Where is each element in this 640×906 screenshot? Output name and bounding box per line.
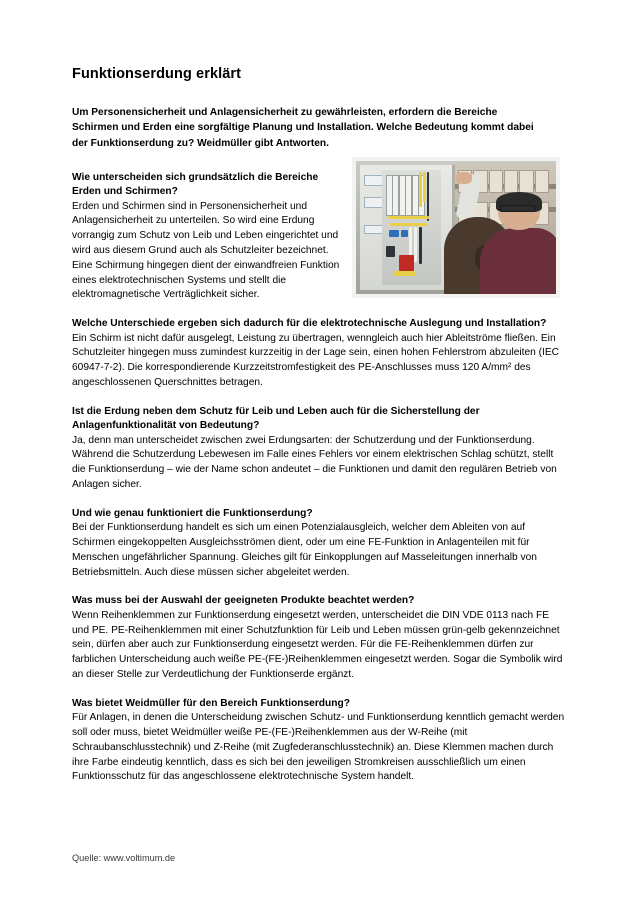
- photo-technician-hand: [456, 172, 472, 184]
- qa-question: Ist die Erdung neben dem Schutz für Leib und Leben auch für die Sicherstellung der Anlagenfunktionalität von Bedeutung?: [72, 405, 480, 432]
- qa-answer: Wenn Reihenklemmen zur Funktionserdung eingesetzt werden, unterscheidet die DIN VDE 0113 nach FE und PE. PE-Reihenklemmen mit einer Schutzfunktion für Leib und Leben müssen grün-gelb gekennzeichnet sein, dürfen aber auch zur Funktionserdung eingesetzt werden. Für die FE-Reihenklemmen dürfen zur farblichen Unterscheidung auch weiße PE-(FE-)Reihenklemmen eingesetzt werden. Sogar die Symbolik wird an dieser Stelle zur Verdeutlichung der Funktionserde ergänzt.: [72, 609, 563, 681]
- qa-block: [72, 405, 568, 493]
- qa-question: Was bietet Weidmüller für den Bereich Funktionserdung?: [72, 697, 350, 709]
- photo-terminal-panel: [382, 170, 441, 285]
- page-title: Funktionserdung erklärt: [72, 66, 242, 82]
- qa-block: [72, 171, 347, 303]
- qa-question: Welche Unterschiede ergeben sich dadurch für die elektrotechnische Auslegung und Installation?: [72, 318, 547, 330]
- qa-block: [72, 594, 568, 682]
- cabinet-photo: [356, 161, 556, 294]
- qa-block: [72, 317, 568, 391]
- qa-answer: Für Anlagen, in denen die Unterscheidung zwischen Schutz- und Funktionserdung kenntlich gemacht werden soll oder muss, bietet Weidmüller weiße PE-(FE-)Reihenklemmen aus der W-Reihe (mit Schraubanschlusstechnik) und Z-Reihe (mit Zugfederanschlusstechnik) an. Diese Klemmen machen durch ihre Farbe eindeutig kenntlich, dass es sich bei den jeweiligen Stromkreisen ausschließlich um einen Funktionsschutz für das angeschlossene elektrotechnische System handelt.: [72, 712, 565, 783]
- qa-question: Und wie genau funktioniert die Funktionserdung?: [72, 507, 313, 519]
- photo-control-cabinet: [360, 165, 455, 290]
- cabinet-photo-frame: [352, 157, 560, 298]
- photo-technician-back: [480, 228, 556, 295]
- qa-answer: Bei der Funktionserdung handelt es sich um einen Potenzialausgleich, welcher dem Ableiten von auf Schirmen eingekoppelten Ausgleichsströmen dient, oder um eine FE-Funktion in Anlagenteilen mit für Menschen ungefährlicher Spannung. Gleiches gilt für Einkopplungen auf Masseleitungen innerhalb von Betriebsmitteln. Auch diese müssen sicher abgeleitet werden.: [72, 522, 537, 578]
- qa-question: Was muss bei der Auswahl der geeigneten Produkte beachtet werden?: [72, 595, 415, 607]
- qa-block: [72, 507, 568, 581]
- qa-question: Wie unterscheiden sich grundsätzlich die Bereiche Erden und Schirmen?: [72, 171, 319, 198]
- source-line: Quelle: www.voltimum.de: [72, 853, 176, 863]
- qa-answer: Ja, denn man unterscheidet zwischen zwei Erdungsarten: der Schutzerdung und der Funktionserdung. Während die Schutzerdung Lebewesen im Falle eines Fehlers vor einem elektrischen Schlag schützt, stellt die Funktionserdung – wie der Name schon andeutet – die Funktionen und damit den regulären Betrieb von Anlagen sicher.: [72, 434, 557, 491]
- intro-paragraph: Um Personensicherheit und Anlagensicherheit zu gewährleisten, erfordern die Bereiche Schirmen und Erden eine sorgfältige Planung und Installation. Welche Bedeutung kommt dabei der Funktionserdung zu? Weidmüller gibt Antworten.: [72, 107, 534, 149]
- photo-technician-glasses: [500, 205, 536, 212]
- qa-answer: Ein Schirm ist nicht dafür ausgelegt, Leistung zu übertragen, wenngleich auch hier Ableitströme fließen. Ein Schutzleiter hingegen muss zumindest kurzzeitig in der Lage sein, einen hohen Fehlerstrom abzuleiten (IEC 60947-7-2). Die korrespondierende Kurzzeitstromfestigkeit des PE-Anschlusses muss 120 A/mm² des angeschlossenen Querschnittes betragen.: [72, 332, 560, 388]
- qa-block: [72, 697, 568, 785]
- qa-answer: Erden und Schirmen sind in Personensicherheit und Anlagensicherheit zu unterteilen. So wird eine Erdung vorrangig zum Schutz von Leib und Leben eingerichtet und wird aus diesem Grund auch als Schutzleiter bezeichnet. Eine Schirmung hingegen dient der einwandfreien Funktion eines elektrotechnischen Systems und stellt die elektromagnetische Verträglichkeit sicher.: [72, 200, 340, 301]
